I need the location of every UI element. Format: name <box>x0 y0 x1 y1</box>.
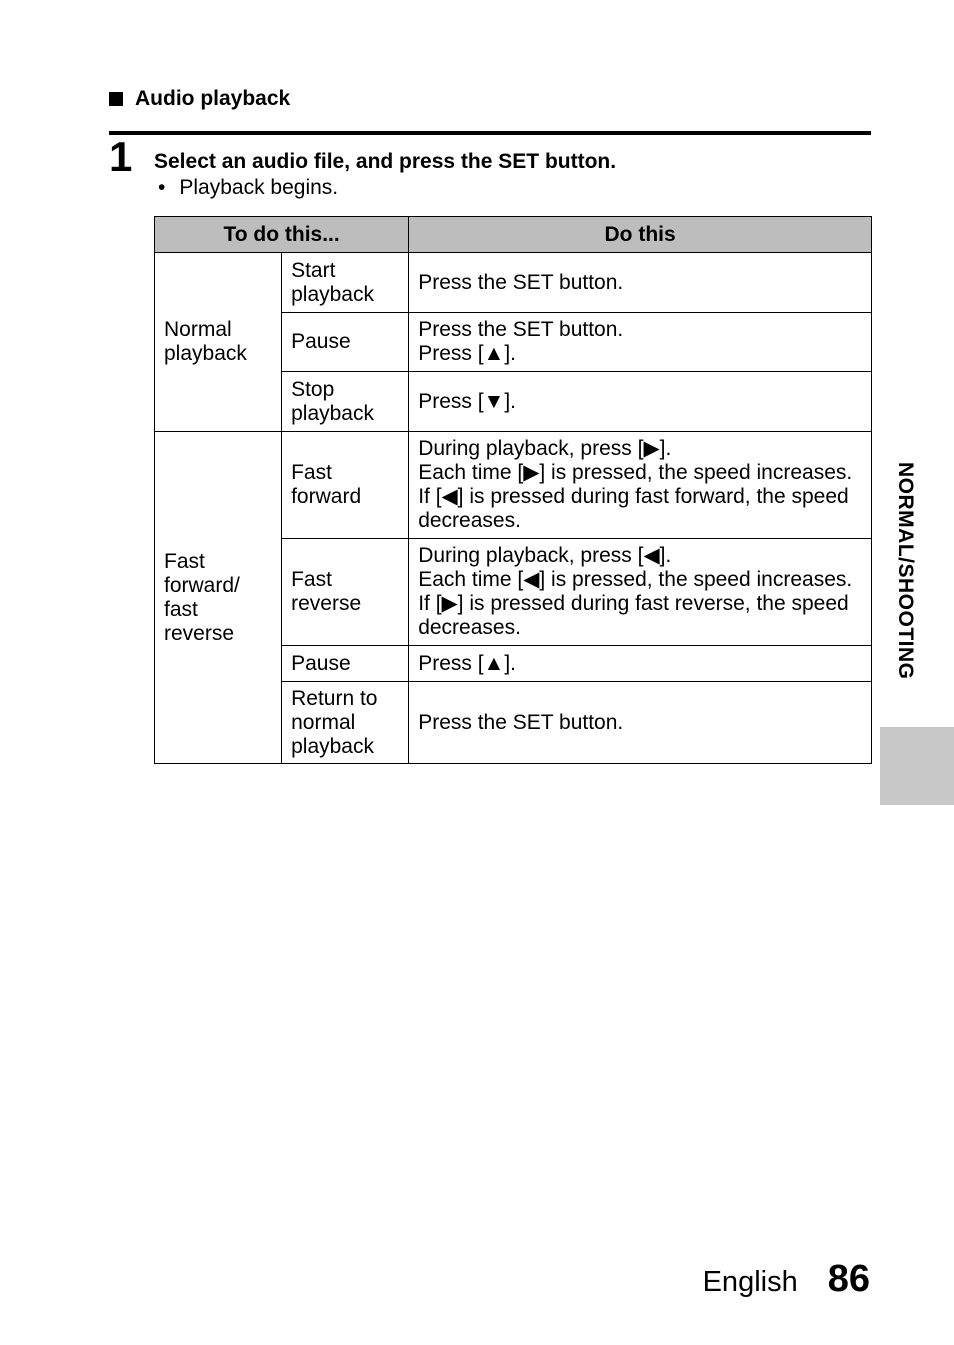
action-cell: Fast forward <box>282 432 409 539</box>
group-label-normal-playback: Normal playback <box>155 253 282 432</box>
instruction-cell: During playback, press [◀]. Each time [◀] is pressed, the speed increases. If [▶] is pressed during fast reverse, the speed decreases. <box>409 539 872 646</box>
step-bullet <box>158 176 338 200</box>
action-cell: Return to normal playback <box>282 682 409 764</box>
instruction-cell: During playback, press [▶]. Each time [▶] is pressed, the speed increases. If [◀] is pressed during fast forward, the speed decreases. <box>409 432 872 539</box>
action-cell: Fast reverse <box>282 539 409 646</box>
header-do-this: Do this <box>409 217 872 253</box>
action-cell: Stop playback <box>282 372 409 432</box>
step-bullet-text: Playback begins. <box>179 176 339 199</box>
instruction-cell: Press the SET button. Press [▲]. <box>409 313 872 372</box>
section-heading-text: Audio playback <box>135 87 291 110</box>
step-divider <box>109 131 871 135</box>
side-tab-marker <box>880 727 954 805</box>
section-heading <box>109 87 290 111</box>
side-tab-label: NORMAL/SHOOTING <box>894 462 917 680</box>
action-cell: Pause <box>282 313 409 372</box>
table-header-row <box>155 217 872 253</box>
action-cell: Pause <box>282 646 409 682</box>
instruction-cell: Press the SET button. <box>409 682 872 764</box>
step-title: Select an audio file, and press the SET button. <box>154 150 617 173</box>
page-footer <box>703 1258 870 1301</box>
bullet-dot-icon: • <box>158 176 166 199</box>
page-number: 86 <box>827 1258 870 1300</box>
table-row <box>155 432 872 539</box>
instruction-cell: Press [▼]. <box>409 372 872 432</box>
header-to-do-this: To do this... <box>155 217 409 253</box>
instruction-cell: Press the SET button. <box>409 253 872 313</box>
group-label-fast-forward-reverse: Fast forward/ fast reverse <box>155 432 282 764</box>
operations-table <box>154 216 872 764</box>
table-row <box>155 253 872 313</box>
footer-language: English <box>702 1266 798 1298</box>
step-number: 1 <box>109 133 133 180</box>
instruction-cell: Press [▲]. <box>409 646 872 682</box>
action-cell: Start playback <box>282 253 409 313</box>
square-bullet-icon <box>109 92 123 106</box>
